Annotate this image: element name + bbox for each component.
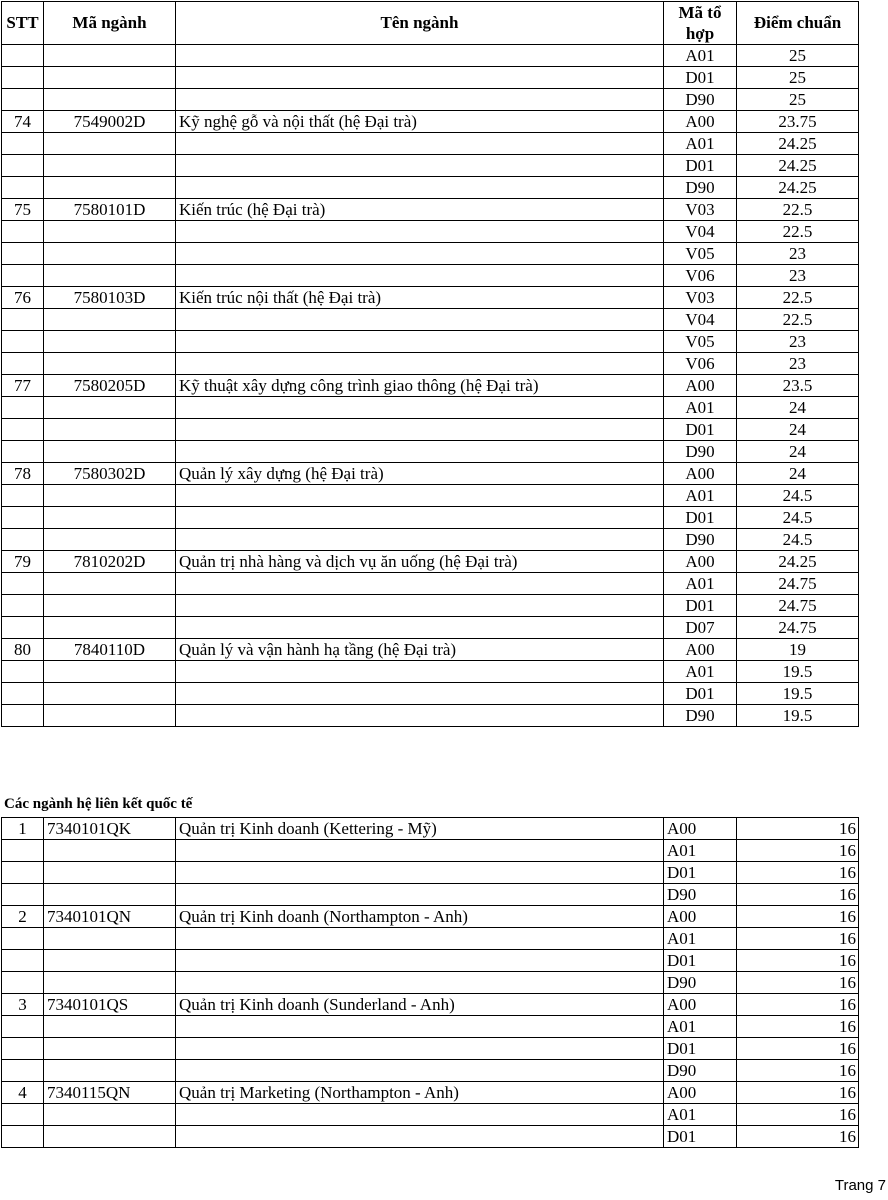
combo-cell: D90 bbox=[664, 529, 737, 551]
code-cell bbox=[44, 573, 176, 595]
name-cell: Quản trị nhà hàng và dịch vụ ăn uống (hệ Đại trà) bbox=[176, 551, 664, 573]
score-cell: 24.5 bbox=[737, 485, 859, 507]
name-cell bbox=[176, 1038, 664, 1060]
code-cell bbox=[44, 1016, 176, 1038]
score-cell: 24 bbox=[737, 419, 859, 441]
name-cell bbox=[176, 972, 664, 994]
combo-cell: A01 bbox=[664, 1104, 737, 1126]
score-cell: 16 bbox=[737, 1104, 859, 1126]
code-cell bbox=[44, 155, 176, 177]
stt-cell: 3 bbox=[2, 994, 44, 1016]
combo-cell: A01 bbox=[664, 928, 737, 950]
name-cell bbox=[176, 155, 664, 177]
score-cell: 24 bbox=[737, 441, 859, 463]
table-row bbox=[2, 221, 859, 243]
stt-cell: 74 bbox=[2, 111, 44, 133]
combo-cell: A00 bbox=[664, 463, 737, 485]
stt-cell: 80 bbox=[2, 639, 44, 661]
name-cell bbox=[176, 441, 664, 463]
stt-cell: 77 bbox=[2, 375, 44, 397]
score-cell: 24.25 bbox=[737, 155, 859, 177]
score-cell: 23 bbox=[737, 243, 859, 265]
name-cell bbox=[176, 617, 664, 639]
score-cell: 16 bbox=[737, 1060, 859, 1082]
table-row bbox=[2, 199, 859, 221]
combo-cell: V05 bbox=[664, 243, 737, 265]
combo-cell: V06 bbox=[664, 353, 737, 375]
stt-cell bbox=[2, 1016, 44, 1038]
page-number: Trang 7 bbox=[834, 1177, 886, 1194]
code-cell bbox=[44, 265, 176, 287]
combo-cell: V04 bbox=[664, 221, 737, 243]
table-row bbox=[2, 529, 859, 551]
stt-cell bbox=[2, 661, 44, 683]
code-cell bbox=[44, 683, 176, 705]
name-cell bbox=[176, 89, 664, 111]
section-title-international: Các ngành hệ liên kết quốc tế bbox=[4, 796, 193, 812]
combo-cell: A00 bbox=[664, 639, 737, 661]
score-cell: 24.5 bbox=[737, 529, 859, 551]
combo-cell: D01 bbox=[664, 595, 737, 617]
table-row bbox=[2, 840, 859, 862]
stt-cell bbox=[2, 353, 44, 375]
code-cell bbox=[44, 353, 176, 375]
combo-cell: D01 bbox=[664, 419, 737, 441]
score-cell: 16 bbox=[737, 994, 859, 1016]
stt-cell bbox=[2, 265, 44, 287]
code-cell bbox=[44, 397, 176, 419]
name-cell: Quản trị Marketing (Northampton - Anh) bbox=[176, 1082, 664, 1104]
combo-cell: D01 bbox=[664, 683, 737, 705]
name-cell bbox=[176, 177, 664, 199]
name-cell bbox=[176, 397, 664, 419]
table-row bbox=[2, 551, 859, 573]
score-cell: 24 bbox=[737, 397, 859, 419]
table-row bbox=[2, 994, 859, 1016]
code-cell bbox=[44, 89, 176, 111]
code-cell: 7549002D bbox=[44, 111, 176, 133]
name-cell bbox=[176, 950, 664, 972]
code-cell: 7340101QS bbox=[44, 994, 176, 1016]
code-cell bbox=[44, 45, 176, 67]
header-ma-to-hop: Mã tổ hợp bbox=[664, 2, 737, 45]
code-cell: 7340115QN bbox=[44, 1082, 176, 1104]
combo-cell: A00 bbox=[664, 375, 737, 397]
combo-cell: A00 bbox=[664, 1082, 737, 1104]
table-row bbox=[2, 287, 859, 309]
table-row bbox=[2, 485, 859, 507]
table-row bbox=[2, 1082, 859, 1104]
table-row bbox=[2, 818, 859, 840]
header-ma-nganh: Mã ngành bbox=[44, 2, 176, 45]
score-cell: 16 bbox=[737, 862, 859, 884]
name-cell bbox=[176, 419, 664, 441]
name-cell: Quản trị Kinh doanh (Northampton - Anh) bbox=[176, 906, 664, 928]
combo-cell: D01 bbox=[664, 155, 737, 177]
stt-cell: 4 bbox=[2, 1082, 44, 1104]
stt-cell bbox=[2, 177, 44, 199]
combo-cell: A00 bbox=[664, 906, 737, 928]
stt-cell bbox=[2, 617, 44, 639]
table-row bbox=[2, 972, 859, 994]
name-cell bbox=[176, 221, 664, 243]
stt-cell bbox=[2, 928, 44, 950]
name-cell bbox=[176, 45, 664, 67]
table-row bbox=[2, 397, 859, 419]
name-cell bbox=[176, 309, 664, 331]
name-cell bbox=[176, 485, 664, 507]
name-cell bbox=[176, 133, 664, 155]
score-cell: 22.5 bbox=[737, 309, 859, 331]
name-cell bbox=[176, 1104, 664, 1126]
table-row bbox=[2, 906, 859, 928]
combo-cell: A01 bbox=[664, 397, 737, 419]
score-cell: 24.75 bbox=[737, 595, 859, 617]
score-cell: 25 bbox=[737, 89, 859, 111]
name-cell: Quản lý và vận hành hạ tầng (hệ Đại trà) bbox=[176, 639, 664, 661]
table-row bbox=[2, 177, 859, 199]
score-cell: 16 bbox=[737, 840, 859, 862]
table-row bbox=[2, 89, 859, 111]
combo-cell: A00 bbox=[664, 111, 737, 133]
code-cell bbox=[44, 1038, 176, 1060]
code-cell: 7340101QK bbox=[44, 818, 176, 840]
score-cell: 16 bbox=[737, 972, 859, 994]
stt-cell bbox=[2, 441, 44, 463]
stt-cell: 1 bbox=[2, 818, 44, 840]
combo-cell: V03 bbox=[664, 199, 737, 221]
code-cell bbox=[44, 840, 176, 862]
combo-cell: D90 bbox=[664, 884, 737, 906]
table-row bbox=[2, 595, 859, 617]
name-cell bbox=[176, 595, 664, 617]
score-cell: 22.5 bbox=[737, 221, 859, 243]
score-cell: 19.5 bbox=[737, 705, 859, 727]
code-cell bbox=[44, 419, 176, 441]
score-cell: 16 bbox=[737, 1016, 859, 1038]
stt-cell bbox=[2, 309, 44, 331]
table-row bbox=[2, 353, 859, 375]
table-row bbox=[2, 243, 859, 265]
combo-cell: V06 bbox=[664, 265, 737, 287]
code-cell bbox=[44, 441, 176, 463]
stt-cell bbox=[2, 67, 44, 89]
code-cell bbox=[44, 243, 176, 265]
score-cell: 23 bbox=[737, 331, 859, 353]
code-cell bbox=[44, 309, 176, 331]
table-row bbox=[2, 331, 859, 353]
name-cell bbox=[176, 862, 664, 884]
combo-cell: A00 bbox=[664, 551, 737, 573]
stt-cell bbox=[2, 595, 44, 617]
combo-cell: D01 bbox=[664, 1038, 737, 1060]
code-cell bbox=[44, 1060, 176, 1082]
code-cell bbox=[44, 862, 176, 884]
score-cell: 19.5 bbox=[737, 661, 859, 683]
table-row bbox=[2, 265, 859, 287]
stt-cell bbox=[2, 133, 44, 155]
name-cell bbox=[176, 507, 664, 529]
table-header-row bbox=[2, 2, 859, 45]
stt-cell bbox=[2, 950, 44, 972]
stt-cell bbox=[2, 1126, 44, 1148]
combo-cell: A00 bbox=[664, 994, 737, 1016]
combo-cell: A01 bbox=[664, 133, 737, 155]
score-cell: 25 bbox=[737, 45, 859, 67]
score-cell: 16 bbox=[737, 818, 859, 840]
score-cell: 22.5 bbox=[737, 199, 859, 221]
combo-cell: D01 bbox=[664, 67, 737, 89]
code-cell bbox=[44, 331, 176, 353]
stt-cell bbox=[2, 862, 44, 884]
score-cell: 23 bbox=[737, 353, 859, 375]
score-cell: 22.5 bbox=[737, 287, 859, 309]
name-cell bbox=[176, 67, 664, 89]
name-cell: Quản trị Kinh doanh (Sunderland - Anh) bbox=[176, 994, 664, 1016]
score-cell: 16 bbox=[737, 906, 859, 928]
combo-cell: V05 bbox=[664, 331, 737, 353]
table-row bbox=[2, 309, 859, 331]
name-cell bbox=[176, 840, 664, 862]
stt-cell bbox=[2, 840, 44, 862]
stt-cell bbox=[2, 884, 44, 906]
code-cell bbox=[44, 617, 176, 639]
table-row bbox=[2, 1104, 859, 1126]
stt-cell bbox=[2, 507, 44, 529]
combo-cell: D90 bbox=[664, 972, 737, 994]
code-cell: 7340101QN bbox=[44, 906, 176, 928]
table-row bbox=[2, 639, 859, 661]
name-cell bbox=[176, 331, 664, 353]
table-row bbox=[2, 862, 859, 884]
name-cell bbox=[176, 683, 664, 705]
code-cell bbox=[44, 529, 176, 551]
table-row bbox=[2, 1016, 859, 1038]
score-cell: 23.75 bbox=[737, 111, 859, 133]
name-cell bbox=[176, 705, 664, 727]
code-cell bbox=[44, 661, 176, 683]
table-row bbox=[2, 1060, 859, 1082]
score-cell: 16 bbox=[737, 1126, 859, 1148]
table-row bbox=[2, 155, 859, 177]
code-cell bbox=[44, 485, 176, 507]
combo-cell: D90 bbox=[664, 89, 737, 111]
combo-cell: D01 bbox=[664, 1126, 737, 1148]
name-cell: Quản trị Kinh doanh (Kettering - Mỹ) bbox=[176, 818, 664, 840]
stt-cell bbox=[2, 45, 44, 67]
code-cell bbox=[44, 884, 176, 906]
code-cell bbox=[44, 177, 176, 199]
code-cell bbox=[44, 221, 176, 243]
code-cell bbox=[44, 928, 176, 950]
stt-cell bbox=[2, 89, 44, 111]
score-cell: 24.5 bbox=[737, 507, 859, 529]
name-cell bbox=[176, 1016, 664, 1038]
stt-cell bbox=[2, 221, 44, 243]
score-cell: 16 bbox=[737, 950, 859, 972]
score-cell: 23 bbox=[737, 265, 859, 287]
name-cell bbox=[176, 265, 664, 287]
international-program-table bbox=[1, 817, 859, 1148]
score-cell: 16 bbox=[737, 1082, 859, 1104]
code-cell bbox=[44, 507, 176, 529]
code-cell: 7810202D bbox=[44, 551, 176, 573]
stt-cell: 75 bbox=[2, 199, 44, 221]
stt-cell: 2 bbox=[2, 906, 44, 928]
name-cell bbox=[176, 243, 664, 265]
stt-cell bbox=[2, 397, 44, 419]
code-cell bbox=[44, 595, 176, 617]
combo-cell: D01 bbox=[664, 862, 737, 884]
table-row bbox=[2, 928, 859, 950]
score-cell: 19 bbox=[737, 639, 859, 661]
combo-cell: D90 bbox=[664, 1060, 737, 1082]
stt-cell: 76 bbox=[2, 287, 44, 309]
name-cell bbox=[176, 661, 664, 683]
name-cell bbox=[176, 573, 664, 595]
name-cell: Kiến trúc nội thất (hệ Đại trà) bbox=[176, 287, 664, 309]
code-cell bbox=[44, 972, 176, 994]
table-row bbox=[2, 1038, 859, 1060]
table-row bbox=[2, 67, 859, 89]
code-cell bbox=[44, 950, 176, 972]
score-cell: 16 bbox=[737, 1038, 859, 1060]
combo-cell: D07 bbox=[664, 617, 737, 639]
code-cell: 7580302D bbox=[44, 463, 176, 485]
combo-cell: A00 bbox=[664, 818, 737, 840]
stt-cell: 79 bbox=[2, 551, 44, 573]
name-cell: Kỹ nghệ gỗ và nội thất (hệ Đại trà) bbox=[176, 111, 664, 133]
combo-cell: A01 bbox=[664, 485, 737, 507]
table-row bbox=[2, 573, 859, 595]
name-cell bbox=[176, 1060, 664, 1082]
code-cell bbox=[44, 1126, 176, 1148]
name-cell bbox=[176, 353, 664, 375]
combo-cell: A01 bbox=[664, 45, 737, 67]
combo-cell: A01 bbox=[664, 840, 737, 862]
table-row bbox=[2, 661, 859, 683]
score-cell: 19.5 bbox=[737, 683, 859, 705]
score-cell: 24.75 bbox=[737, 617, 859, 639]
table-row bbox=[2, 683, 859, 705]
header-ten-nganh: Tên ngành bbox=[176, 2, 664, 45]
stt-cell bbox=[2, 155, 44, 177]
stt-cell bbox=[2, 1038, 44, 1060]
stt-cell bbox=[2, 529, 44, 551]
name-cell bbox=[176, 529, 664, 551]
stt-cell bbox=[2, 573, 44, 595]
table-row bbox=[2, 617, 859, 639]
table-row bbox=[2, 950, 859, 972]
stt-cell bbox=[2, 331, 44, 353]
table-row bbox=[2, 463, 859, 485]
score-cell: 16 bbox=[737, 928, 859, 950]
stt-cell bbox=[2, 485, 44, 507]
combo-cell: D90 bbox=[664, 177, 737, 199]
code-cell bbox=[44, 1104, 176, 1126]
score-cell: 24 bbox=[737, 463, 859, 485]
score-cell: 24.25 bbox=[737, 177, 859, 199]
code-cell bbox=[44, 133, 176, 155]
stt-cell bbox=[2, 243, 44, 265]
table-row bbox=[2, 45, 859, 67]
name-cell: Kiến trúc (hệ Đại trà) bbox=[176, 199, 664, 221]
stt-cell bbox=[2, 1060, 44, 1082]
name-cell bbox=[176, 1126, 664, 1148]
combo-cell: D01 bbox=[664, 950, 737, 972]
table-row bbox=[2, 133, 859, 155]
stt-cell: 78 bbox=[2, 463, 44, 485]
combo-cell: A01 bbox=[664, 1016, 737, 1038]
name-cell bbox=[176, 884, 664, 906]
code-cell: 7580205D bbox=[44, 375, 176, 397]
table-row bbox=[2, 441, 859, 463]
code-cell: 7840110D bbox=[44, 639, 176, 661]
table-row bbox=[2, 884, 859, 906]
name-cell: Quản lý xây dựng (hệ Đại trà) bbox=[176, 463, 664, 485]
header-stt: STT bbox=[2, 2, 44, 45]
table-row bbox=[2, 375, 859, 397]
name-cell bbox=[176, 928, 664, 950]
code-cell: 7580101D bbox=[44, 199, 176, 221]
table-row bbox=[2, 507, 859, 529]
score-cell: 23.5 bbox=[737, 375, 859, 397]
table-row bbox=[2, 111, 859, 133]
score-cell: 24.25 bbox=[737, 133, 859, 155]
stt-cell bbox=[2, 683, 44, 705]
combo-cell: D01 bbox=[664, 507, 737, 529]
stt-cell bbox=[2, 705, 44, 727]
admission-score-table bbox=[1, 1, 859, 727]
header-diem-chuan: Điểm chuẩn bbox=[737, 2, 859, 45]
combo-cell: V03 bbox=[664, 287, 737, 309]
code-cell bbox=[44, 67, 176, 89]
name-cell: Kỹ thuật xây dựng công trình giao thông (hệ Đại trà) bbox=[176, 375, 664, 397]
score-cell: 25 bbox=[737, 67, 859, 89]
code-cell: 7580103D bbox=[44, 287, 176, 309]
combo-cell: V04 bbox=[664, 309, 737, 331]
combo-cell: A01 bbox=[664, 661, 737, 683]
score-cell: 16 bbox=[737, 884, 859, 906]
stt-cell bbox=[2, 1104, 44, 1126]
combo-cell: A01 bbox=[664, 573, 737, 595]
stt-cell bbox=[2, 419, 44, 441]
table-row bbox=[2, 705, 859, 727]
code-cell bbox=[44, 705, 176, 727]
score-cell: 24.25 bbox=[737, 551, 859, 573]
table-row bbox=[2, 419, 859, 441]
stt-cell bbox=[2, 972, 44, 994]
combo-cell: D90 bbox=[664, 705, 737, 727]
score-cell: 24.75 bbox=[737, 573, 859, 595]
combo-cell: D90 bbox=[664, 441, 737, 463]
table-row bbox=[2, 1126, 859, 1148]
